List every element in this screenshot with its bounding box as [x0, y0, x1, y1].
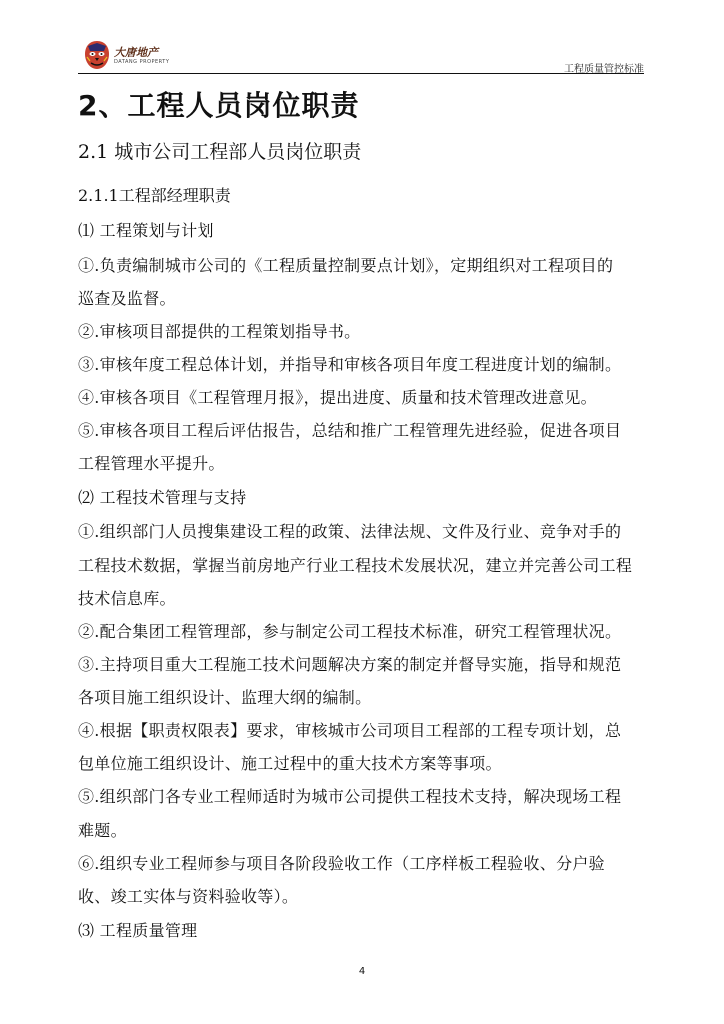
body-line: ②.配合集团工程管理部，参与制定公司工程技术标准，研究工程管理状况。: [78, 622, 622, 641]
document-title: 工程质量管控标准: [564, 64, 644, 75]
subsection-heading: 2.1 城市公司工程部人员岗位职责: [78, 141, 362, 163]
body-line: ④.审核各项目《工程管理月报》，提出进度、质量和技术管理改进意见。: [78, 388, 597, 407]
page-number: 4: [358, 966, 366, 977]
body-line: 工程技术数据，掌握当前房地产行业工程技术发展状况，建立并完善公司工程: [78, 556, 633, 575]
body-line: 工程管理水平提升。: [78, 454, 225, 473]
item-heading: ⑴ 工程策划与计划: [78, 221, 214, 240]
body-line: 收、竣工实体与资料验收等）。: [78, 887, 299, 906]
body-line: ⑤.组织部门各专业工程师适时为城市公司提供工程技术支持，解决现场工程: [78, 787, 622, 806]
body-line: ③.审核年度工程总体计划，并指导和审核各项目年度工程进度计划的编制。: [78, 355, 622, 374]
body-line: 难题。: [78, 821, 127, 840]
item-heading: ⑵ 工程技术管理与支持: [78, 488, 247, 507]
logo-wordmark: 大唐地产: [114, 46, 158, 59]
body-line: 巡查及监督。: [78, 289, 176, 308]
company-logo: [84, 40, 204, 72]
body-line: 各项目施工组织设计、监理大纲的编制。: [78, 688, 372, 707]
sub-subsection-heading: 2.1.1工程部经理职责: [78, 186, 231, 205]
logo-subtitle: DATANG PROPERTY: [114, 59, 170, 65]
page-header: [78, 40, 644, 74]
body-line: ⑤.审核各项目工程后评估报告，总结和推广工程管理先进经验，促进各项目: [78, 421, 622, 440]
body-line: ①.组织部门人员搜集建设工程的政策、法律法规、文件及行业、竞争对手的: [78, 522, 622, 541]
body-line: ②.审核项目部提供的工程策划指导书。: [78, 322, 361, 341]
opera-mask-icon: [84, 40, 110, 70]
body-line: ⑥.组织专业工程师参与项目各阶段验收工作（工序样板工程验收、分户验: [78, 854, 605, 873]
body-line: 技术信息库。: [78, 589, 176, 608]
body-line: ④.根据【职责权限表】要求，审核城市公司项目工程部的工程专项计划，总: [78, 721, 622, 740]
body-line: 包单位施工组织设计、施工过程中的重大技术方案等事项。: [78, 754, 502, 773]
header-divider: [78, 73, 644, 74]
section-heading: 2、工程人员岗位职责: [78, 89, 360, 122]
item-heading: ⑶ 工程质量管理: [78, 921, 198, 940]
body-line: ③.主持项目重大工程施工技术问题解决方案的制定并督导实施，指导和规范: [78, 655, 622, 674]
body-line: ①.负责编制城市公司的《工程质量控制要点计划》，定期组织对工程项目的: [78, 256, 614, 275]
